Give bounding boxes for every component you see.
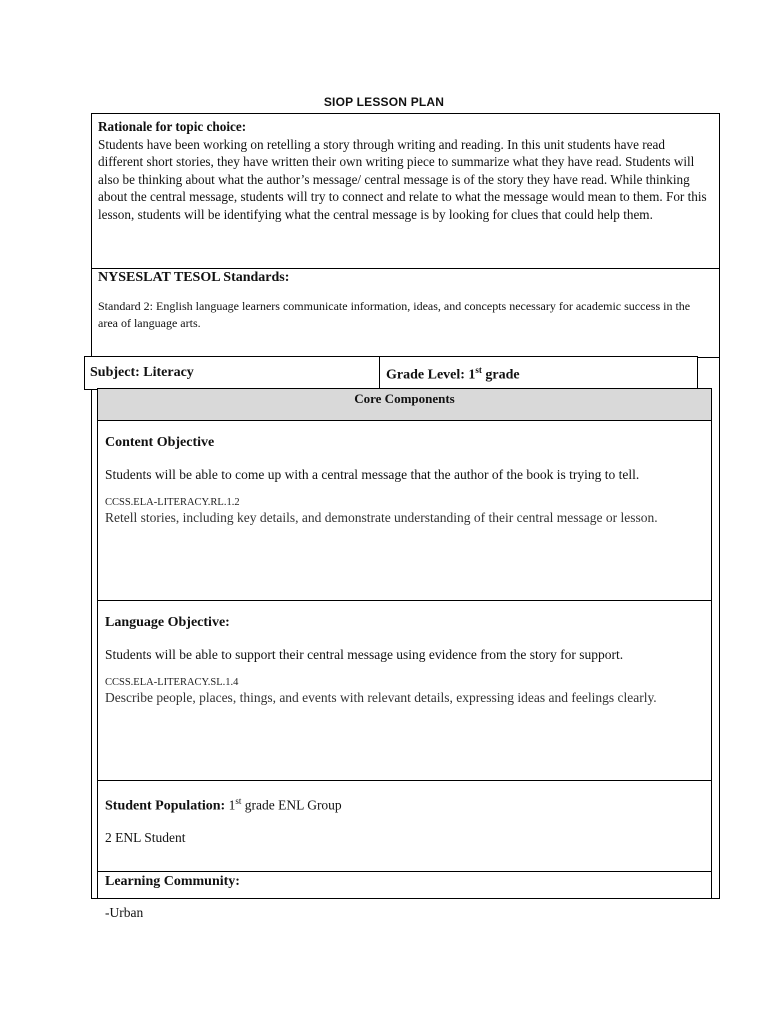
student-population-ordinal: st [235, 796, 242, 806]
student-population-count: 2 ENL Student [105, 829, 186, 845]
student-population-section [98, 796, 711, 872]
student-population-value: 1 [225, 797, 236, 813]
student-population-suffix: grade ENL Group [241, 797, 342, 813]
rationale-section [91, 113, 720, 269]
learning-community-heading: Learning Community: [105, 874, 240, 889]
learning-community-section [98, 874, 711, 944]
content-objective-text: Students will be able to come up with a central message that the author of the book is trying to tell. [105, 467, 640, 482]
standards-text: Standard 2: English language learners communicate information, ideas, and concepts necessary for academic success in the area of language arts. [98, 299, 691, 330]
standards-section [91, 268, 720, 358]
language-objective-text: Students will be able to support their central message using evidence from the story for support. [105, 647, 624, 662]
rationale-text: Students have been working on retelling a story through writing and reading. In this unit students have read different short stories, they have written their own writing piece to summarize what they have read. Students will also be thinking about what the author’s message/ central message is of the story they have read. While thinking about the central message, students will try to connect and relate to what the message would mean to them. For this lesson, students will be identifying what the central message is by looking for clues that could help them. [98, 136, 707, 222]
rationale-heading: Rationale for topic choice: [98, 119, 247, 134]
grade-ordinal: st [475, 365, 482, 375]
content-objective-section [98, 435, 711, 601]
grade-cell [380, 357, 526, 389]
standards-heading: NYSESLAT TESOL Standards: [98, 270, 290, 285]
grade-suffix: grade [481, 367, 520, 383]
student-population-line [105, 796, 704, 815]
content-objective-heading: Content Objective [105, 435, 215, 450]
student-population-heading: Student Population: [105, 798, 226, 814]
language-objective-standard: Describe people, places, things, and events with relevant details, expressing ideas and feelings clearly. [105, 690, 657, 705]
core-components-header: Core Components [98, 389, 711, 421]
language-objective-section [98, 615, 711, 781]
content-objective-standard: Retell stories, including key details, and demonstrate understanding of their central message or lesson. [105, 510, 658, 525]
content-objective-code: CCSS.ELA-LITERACY.RL.1.2 [105, 497, 240, 508]
subject-cell: Subject: Literacy [85, 357, 380, 389]
language-objective-heading: Language Objective: [105, 615, 230, 630]
core-components-table [97, 388, 712, 920]
subject-grade-row [84, 356, 698, 390]
grade-label: Grade Level: 1 [386, 367, 476, 383]
document-title: SIOP LESSON PLAN [323, 95, 445, 109]
language-objective-code: CCSS.ELA-LITERACY.SL.1.4 [105, 677, 239, 688]
learning-community-value: -Urban [105, 905, 144, 920]
